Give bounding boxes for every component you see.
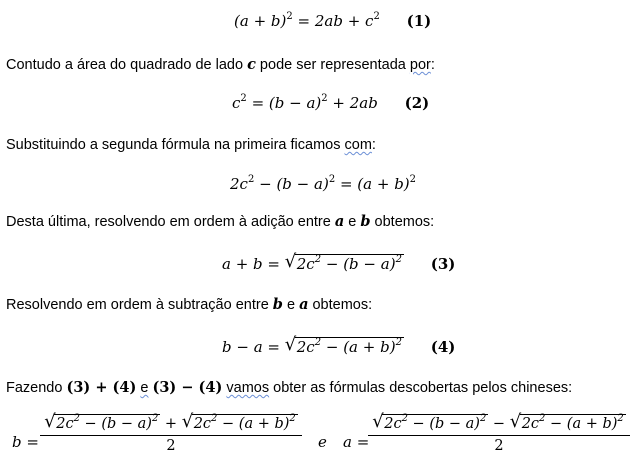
paragraph-2: [6, 136, 376, 154]
eq3-b-exp: 2: [328, 174, 336, 185]
paragraph-4: [6, 296, 372, 314]
fa-r2-rest-exp: 2: [617, 413, 624, 424]
final-conj-text: e: [318, 433, 327, 451]
eq2-lhs: c: [232, 94, 241, 112]
p1-text-d: :: [430, 57, 435, 73]
p5-text-a: Fazendo: [6, 380, 67, 396]
equation-4: [222, 334, 456, 357]
fa-op: −: [488, 416, 510, 432]
equation-2: [232, 93, 429, 113]
p3-text-c: obtemos:: [370, 214, 435, 230]
eq5-rad-a-exp: 2: [314, 337, 322, 348]
p3-text-b: e: [344, 214, 361, 230]
p3-text-a: Desta última, resolvendo em ordem à adição entre: [6, 214, 335, 230]
final-a-denominator: 2: [494, 438, 504, 454]
final-a-fraction: [368, 411, 630, 454]
eq4-rad-b: − (b − a): [321, 255, 396, 273]
final-a-numerator: √ $2c^2 - (b - a)^2$ − √ $2c^2 - (a + b)^2$: [368, 414, 630, 436]
p4-text-b: e: [282, 297, 300, 313]
eq4-radical: √ $2c^2 - (b - a)^2$: [284, 251, 402, 273]
eq2-rhs: + 2ab: [332, 94, 378, 112]
fa-r2: 2c: [521, 416, 540, 432]
eq4-tag: (3): [430, 255, 456, 273]
p3-var-a: a: [334, 213, 345, 230]
fa-r2-rest: − (a + b): [545, 416, 618, 432]
eq4-rad-b-exp: 2: [395, 254, 402, 265]
eq3-c-exp: 2: [409, 174, 417, 185]
eq5-rad-a: 2c: [296, 338, 315, 356]
fb-r2-rest: − (a + b): [217, 416, 290, 432]
p1-text-c: por: [409, 57, 431, 73]
final-b-lhs: [12, 432, 39, 452]
eq1-exp: 2: [286, 11, 293, 22]
p5-text-c: e: [140, 380, 149, 396]
p1-text-a: Contudo a área do quadrado de lado: [6, 57, 248, 73]
eq3-a-exp: 2: [247, 174, 255, 185]
fb-r1-rest-exp: 2: [151, 413, 159, 424]
p1-text-b: pode ser representada: [255, 57, 410, 73]
final-conjunction: [318, 432, 327, 452]
p2-text-a: Substituindo a segunda fórmula na primeira ficamos: [6, 137, 345, 153]
eq3-b: − (b − a): [259, 175, 329, 193]
final-a-lhs: [343, 432, 369, 452]
equation-1: [234, 11, 431, 31]
final-b-lhs-text: b =: [12, 433, 39, 451]
fb-op: +: [160, 416, 182, 432]
eq2-mid: = (b − a): [251, 94, 322, 112]
eq5-radical: √ $2c^2 - (a + b)^2$: [284, 334, 402, 356]
eq5-tag: (4): [430, 338, 456, 356]
fa-r2-exp: 2: [539, 413, 546, 424]
eq3-a: 2c: [230, 175, 248, 193]
final-b-denominator: 2: [166, 438, 176, 454]
eq4-rad-a: 2c: [296, 255, 315, 273]
p5-term-1: (3) + (4): [66, 379, 137, 396]
eq2-mid-exp: 2: [321, 93, 328, 104]
paragraph-5: [6, 379, 572, 397]
p2-text-b: com: [344, 137, 372, 153]
eq4-lhs: a + b =: [222, 255, 285, 273]
fa-r1: 2c: [384, 416, 402, 432]
eq3-c: = (a + b): [339, 175, 410, 193]
p5-text-g: obter as fórmulas descobertas pelos chineses:: [269, 380, 573, 396]
fb-r2: 2c: [193, 416, 212, 432]
equation-3: [222, 251, 456, 274]
final-b-numerator: √ $2c^2 - (b - a)^2$ + √ $2c^2 - (a + b)^2$: [40, 414, 302, 436]
p5-term-2: (3) − (4): [152, 379, 223, 396]
eq5-lhs: b − a =: [222, 338, 285, 356]
p4-var-b: b: [272, 296, 283, 313]
eq4-rad-a-exp: 2: [314, 254, 322, 265]
eq1-tag: (1): [406, 12, 432, 30]
fa-r1-rest-exp: 2: [479, 413, 487, 424]
final-b-fraction: [40, 411, 302, 454]
p2-text-c: :: [371, 137, 376, 153]
paragraph-3: [6, 213, 434, 231]
p4-text-c: obtemos:: [308, 297, 373, 313]
p4-text-a: Resolvendo em ordem à subtração entre: [6, 297, 273, 313]
fb-r2-exp: 2: [211, 413, 218, 424]
eq2-exp: 2: [240, 93, 247, 104]
eq1-lhs: (a + b): [234, 12, 287, 30]
eq1-rhs: = 2ab + c: [297, 12, 374, 30]
fa-r1-rest: − (b − a): [407, 416, 480, 432]
fb-r1-exp: 2: [73, 413, 80, 424]
fb-r1: 2c: [56, 416, 74, 432]
eq1-rhs-exp: 2: [373, 11, 380, 22]
fb-r1-rest: − (b − a): [79, 416, 152, 432]
fb-r2-rest-exp: 2: [289, 413, 296, 424]
p5-text-f: vamos: [226, 380, 270, 396]
equation-substituted: [230, 174, 416, 194]
fa-r1-exp: 2: [401, 413, 408, 424]
p4-var-a: a: [299, 296, 309, 313]
paragraph-1: [6, 56, 435, 74]
eq5-rad-b: − (a + b): [321, 338, 396, 356]
p3-var-b: b: [360, 213, 371, 230]
final-a-lhs-text: a =: [343, 433, 370, 451]
p1-var-c: c: [247, 56, 256, 73]
eq2-tag: (2): [404, 94, 430, 112]
eq5-rad-b-exp: 2: [395, 337, 402, 348]
